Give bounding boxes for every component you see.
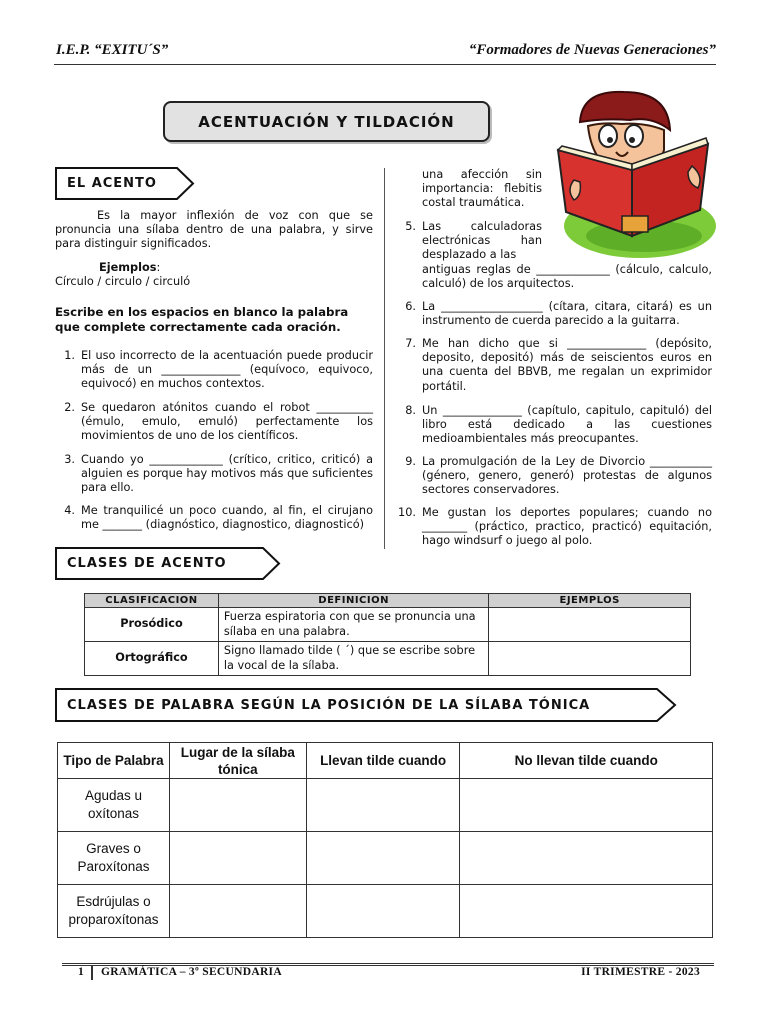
column-header: DEFINICION (218, 594, 488, 608)
table-cell[interactable] (489, 642, 691, 676)
reading-book-icon (552, 86, 716, 258)
table-cell[interactable] (460, 779, 713, 832)
column-header: EJEMPLOS (489, 594, 691, 608)
column-header: Lugar de la sílaba tónica (169, 743, 306, 779)
section-clases-acento-label: CLASES DE ACENTO (67, 556, 227, 571)
footer-separator (91, 965, 93, 980)
table-row (85, 608, 691, 642)
section-clases-acento (55, 547, 281, 580)
table-cell[interactable] (306, 832, 460, 885)
footer-subject: GRAMÁTICA – 3º SECUNDARIA (101, 966, 282, 978)
school-motto: “Formadores de Nuevas Generaciones” (468, 42, 716, 58)
table-cell: Graves o Paroxítonas (58, 832, 170, 885)
exercise-10: 10. Me gustan los deportes populares; cuando no ________ (práctico, practico, practicó) equitación, hago windsurf o juego al polo. (398, 506, 712, 548)
exercise-8: 8. Un ______________ (capítulo, capitulo, capituló) del libro está dedicado a las cuestiones medioambientales más preocupantes. (405, 404, 712, 446)
examples-label: Ejemplos (99, 261, 157, 274)
section-el-acento-label: EL ACENTO (67, 176, 157, 191)
column-header: Llevan tilde cuando (306, 743, 460, 779)
word-classes-table (57, 742, 713, 938)
column-header: CLASIFICACION (85, 594, 219, 608)
footer-term: II TRIMESTRE - 2023 (581, 966, 700, 978)
exercise-9: 9. La promulgación de la Ley de Divorcio ___________ (género, genero, generó) protestas de algunos sectores conservadores. (405, 455, 712, 497)
table-row (58, 885, 713, 938)
section-el-acento (55, 167, 195, 200)
section-clases-palabra (55, 688, 677, 722)
exercise-6: 6. La __________________ (cítara, citara, citará) es un instrumento de cuerda parecido a la guitarra. (405, 300, 712, 328)
page-title: ACENTUACIÓN Y TILDACIÓN (163, 101, 490, 142)
acento-examples: Ejemplos: Círculo / circulo / circuló (55, 261, 373, 289)
table-row (58, 779, 713, 832)
table-cell[interactable] (489, 608, 691, 642)
column-header: No llevan tilde cuando (460, 743, 713, 779)
table-cell[interactable] (306, 779, 460, 832)
table-row (85, 642, 691, 676)
exercise-5: 5. Las calculadoras electrónicas han desplazado a las (405, 220, 542, 262)
header-rule (54, 64, 716, 65)
examples-words: Círculo / circulo / circuló (55, 275, 191, 289)
column-header: Tipo de Palabra (58, 743, 170, 779)
table-header-row (58, 743, 713, 779)
table-cell: Agudas u oxítonas (58, 779, 170, 832)
exercise-1: 1. El uso incorrecto de la acentuación puede producir más de un ______________ (equívoco, equivoco, equivocó) en muchos contextos. (64, 349, 373, 391)
table-cell[interactable] (169, 832, 306, 885)
exercise-2: 2. Se quedaron atónitos cuando el robot __________ (émulo, emulo, emuló) perfectamente los movimientos de uno de los científicos. (64, 401, 373, 443)
section-clases-palabra-label: CLASES DE PALABRA SEGÚN LA POSICIÓN DE LA SÍLABA TÓNICA (67, 697, 591, 713)
exercise-instruction: Escribe en los espacios en blanco la palabra que complete correctamente cada oración. (55, 305, 349, 334)
exercise-7: 7. Me han dicho que si ______________ (depósito, deposito, depositó) más de seiscientos euros en una cuenta del BBVB, me regalan un exprimidor portátil. (405, 337, 712, 393)
exercise-4: 4. Me tranquilicé un poco cuando, al fin, el cirujano me _______ (diagnóstico, diagnostico, diagnosticó) (64, 504, 373, 532)
table-cell: Ortográfico (85, 642, 219, 676)
table-cell: Prosódico (85, 608, 219, 642)
table-row (58, 832, 713, 885)
page-number: 1 (78, 966, 85, 978)
table-header-row (85, 594, 691, 608)
table-cell: Signo llamado tilde ( ´) que se escribe sobre la vocal de la sílaba. (218, 642, 488, 676)
table-cell[interactable] (460, 885, 713, 938)
accent-classes-table (84, 593, 691, 676)
table-cell[interactable] (169, 779, 306, 832)
exercise-5-continued: antiguas reglas de _____________ (cálculo, calculo, calculó) de los arquitectos. (422, 263, 712, 291)
table-cell[interactable] (169, 885, 306, 938)
exercise-3: 3. Cuando yo _____________ (crítico, critico, criticó) a alguien es porque hay motivos más que suficientes para ello. (64, 453, 373, 495)
acento-definition: Es la mayor inflexión de voz con que se pronuncia una sílaba dentro de una palabra, y sirve para distinguir significados. (55, 209, 373, 251)
exercise-4-continued: una afección sin importancia: flebitis costal traumática. (422, 168, 542, 210)
table-cell: Esdrújulas o proparoxítonas (58, 885, 170, 938)
school-name: I.E.P. “EXITU´S” (56, 42, 169, 58)
table-cell: Fuerza espiratoria con que se pronuncia una sílaba en una palabra. (218, 608, 488, 642)
column-divider (384, 168, 385, 549)
table-cell[interactable] (460, 832, 713, 885)
table-cell[interactable] (306, 885, 460, 938)
